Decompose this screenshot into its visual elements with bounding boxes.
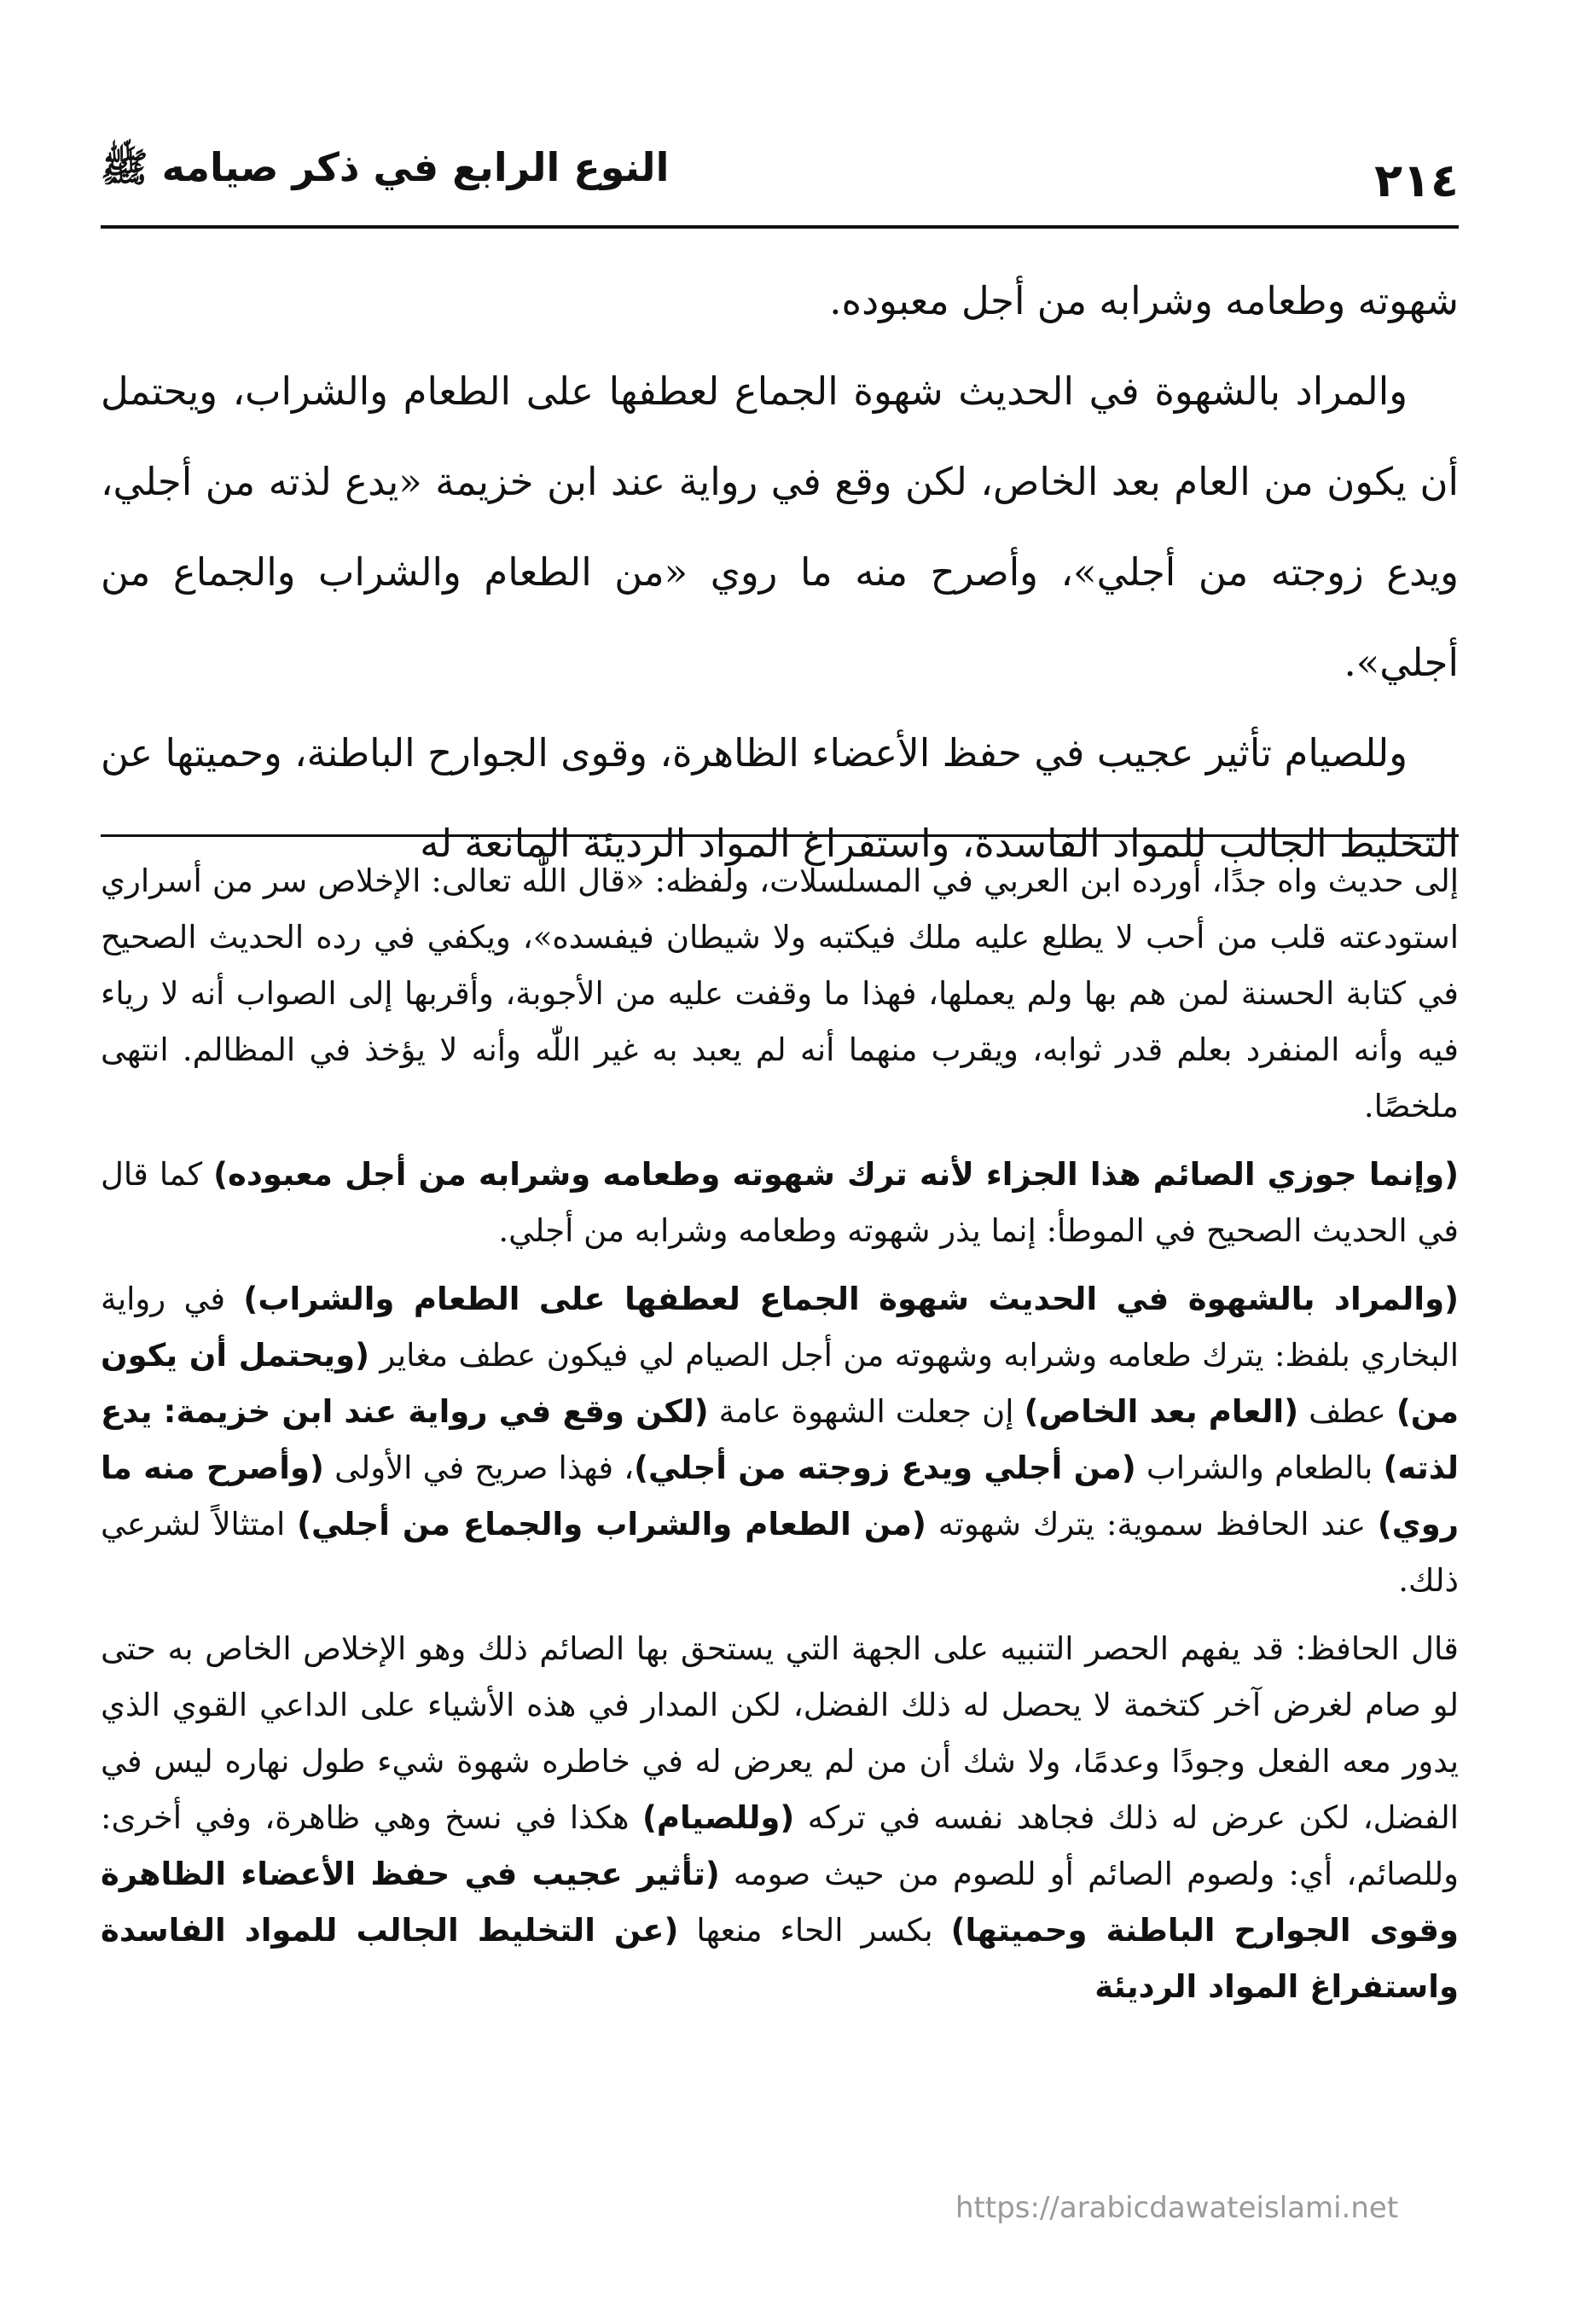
commentary-quote: (وأصرح منه ما روي) [101,1450,1459,1543]
footnotes [101,853,1459,2015]
main-text [101,256,1459,889]
page-number: ٢١٤ [1374,154,1459,207]
footnote-text: عند الحافظ سموية: يترك شهوته [926,1506,1378,1543]
footnote-text: بالطعام والشراب [1135,1450,1384,1486]
commentary-quote: (وللصيام) [641,1799,795,1836]
commentary-quote: (ويحتمل أن يكون من) [101,1337,1459,1430]
footnote-text: قال الحافظ: قد يفهم الحصر التنبيه على الجهة التي يستحق بها الصائم ذلك وهو الإخلاص الخاص به حتى لو صام لغرض آخر كتخمة لا يحصل له ذلك الفضل، لكن المدار في هذه الأشياء على الداعي القوي الذي يدور معه الفعل وجودًا وعدمًا، ولا شك أن من لم يعرض له في خاطره شهوة شيء طول نهاره ليس في الفضل، لكن عرض له ذلك فجاهد نفسه في تركه [101,1630,1459,1836]
footnote-paragraph [101,1271,1459,1609]
footnote-text: إن جعلت الشهوة عامة [708,1393,1024,1430]
watermark-url: https://arabicdawateislami.net [955,2191,1399,2225]
footnote-paragraph [101,1147,1459,1259]
footnote-rule [101,834,1459,837]
footnote-paragraph: إلى حديث واه جدًا، أورده ابن العربي في المسلسلات، ولفظه: «قال اللّٰه تعالى: الإخلاص سر من أسراري استودعته قلب من أحب لا يطلع عليه ملك فيكتبه ولا شيطان فيفسده»، ويكفي في رده الحديث الصحيح في كتابة الحسنة لمن هم بها ولم يعملها، فهذا ما وقفت عليه من الأجوبة، وأقربها إلى الصواب أنه لا رياء فيه وأنه المنفرد بعلم قدر ثوابه، ويقرب منهما أنه لم يعبد به غير اللّٰه وأنه لا يؤخذ في المظالم. انتهى ملخصًا. [101,863,1459,1124]
running-title: النوع الرابع في ذكر صيامه ﷺ [101,144,670,190]
footnote-text: امتثالاً لشرعي ذلك. [101,1506,1459,1599]
footnote-text: هكذا في نسخ وهي ظاهرة، وفي أخرى: وللصائم، أي: ولصوم الصائم أو للصوم من حيث صومه [101,1799,1459,1892]
footnote-text: عطف [1298,1393,1396,1430]
header-rule [101,225,1459,229]
commentary-quote: (من الطعام والشراب والجماع من أجلي) [297,1506,926,1543]
commentary-quote: (لكن وقع في رواية عند ابن خزيمة: يدع لذته) [101,1393,1459,1486]
commentary-quote: (من أجلي ويدع زوجته من أجلي) [634,1450,1136,1486]
main-paragraph: شهوته وطعامه وشرابه من أجل معبوده. [829,278,1459,323]
main-paragraph: وللصيام تأثير عجيب في حفظ الأعضاء الظاهرة، وقوى الجوارح الباطنة، وحميتها عن التخليط الجالب للمواد الفاسدة، واستفراغ المواد الرديئة المانعة له [101,730,1459,866]
footnote-text: بكسر الحاء منعها [678,1912,951,1949]
commentary-quote: (تأثير عجيب في حفظ الأعضاء الظاهرة وقوى الجوارح الباطنة وحميتها) [101,1856,1460,1949]
commentary-quote: (العام بعد الخاص) [1024,1393,1299,1430]
commentary-quote: (والمراد بالشهوة في الحديث شهوة الجماع لعطفها على الطعام والشراب) [243,1281,1460,1317]
footnote-text: كما قال في الحديث الصحيح في الموطأ: إنما يذر شهوته وطعامه وشرابه من أجلي. [101,1156,1459,1249]
footnote-paragraph [101,1621,1459,2015]
commentary-quote: (عن التخليط الجالب للمواد الفاسدة واستفراغ المواد الرديئة [101,1912,1459,2005]
page-header [101,128,1459,222]
footnote-text: ، فهذا صريح في الأولى [323,1450,635,1486]
main-paragraph: والمراد بالشهوة في الحديث شهوة الجماع لعطفها على الطعام والشراب، ويحتمل أن يكون من العام بعد الخاص، لكن وقع في رواية عند ابن خزيمة «يدع لذته من أجلي، ويدع زوجته من أجلي»، وأصرح منه ما روي «من الطعام والشراب والجماع من أجلي». [101,369,1459,685]
commentary-quote: (وإنما جوزي الصائم هذا الجزاء لأنه ترك شهوته وطعامه وشرابه من أجل معبوده) [213,1156,1460,1193]
footnote-text: في رواية البخاري بلفظ: يترك طعامه وشرابه وشهوته من أجل الصيام لي فيكون عطف مغاير [101,1281,1459,1374]
